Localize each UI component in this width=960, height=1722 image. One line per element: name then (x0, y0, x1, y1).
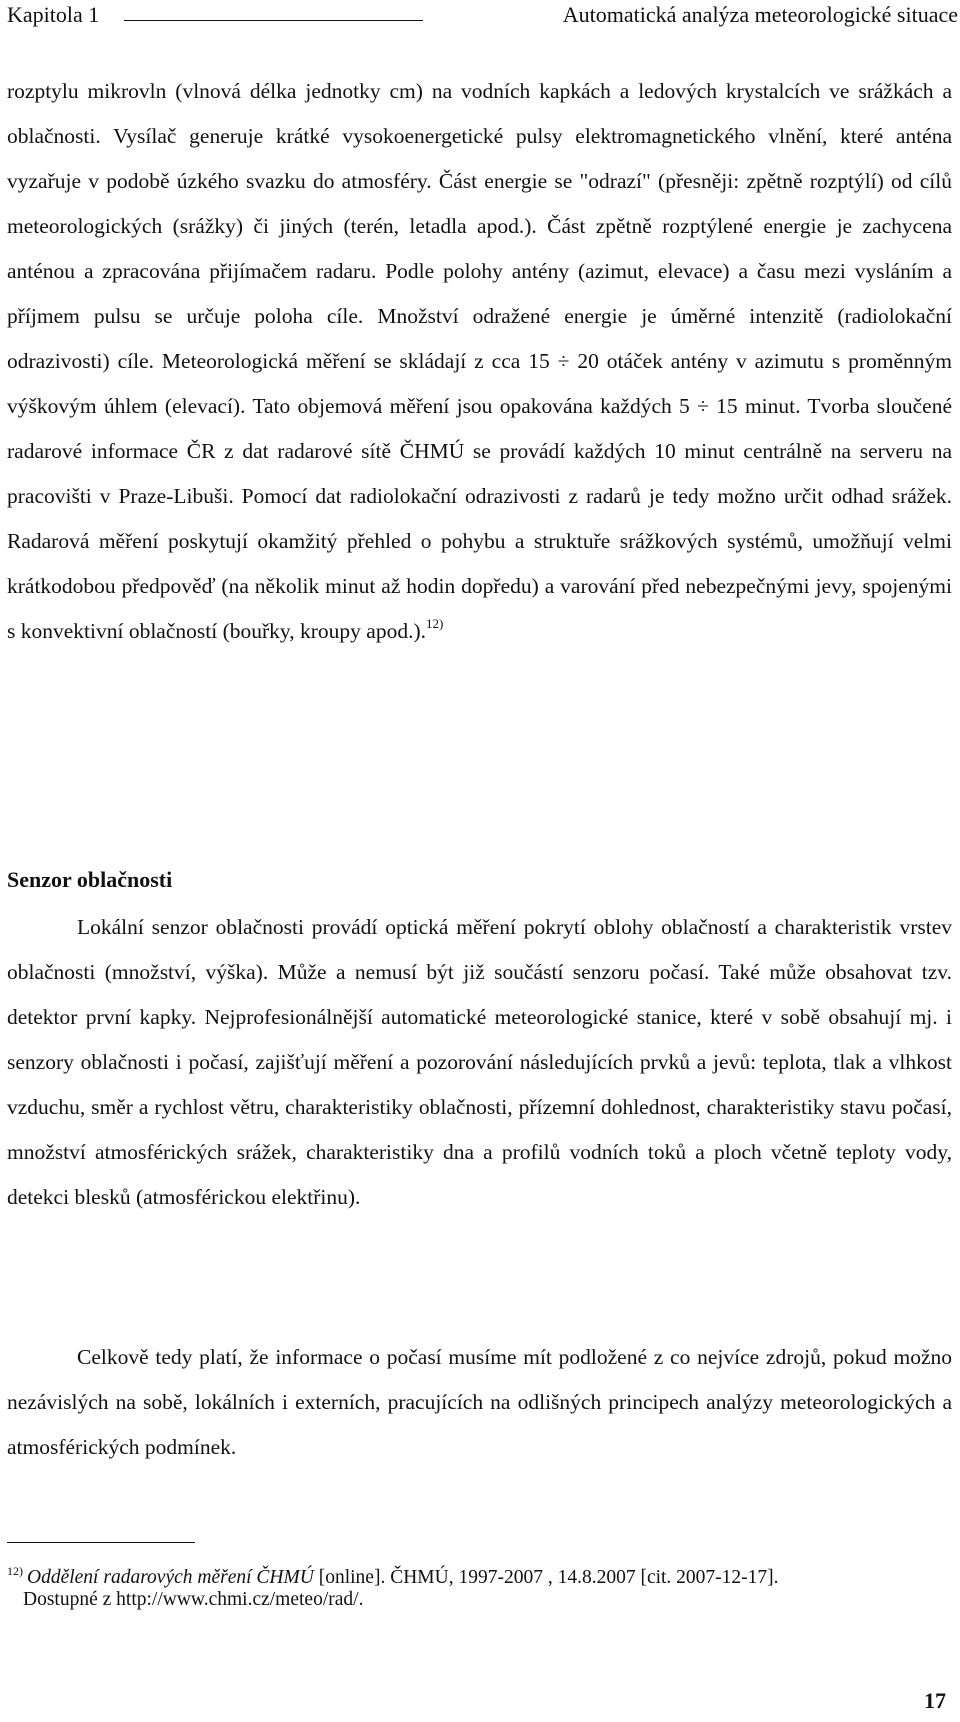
section-heading: Senzor oblačnosti (7, 867, 173, 892)
paragraph-cloud-sensor: Lokální senzor oblačnosti provádí optická měření pokrytí oblohy oblačností a charakteristik vrstev oblačnosti (množství, výška). Může a nemusí být již součástí senzoru počasí. Také může obsahovat tzv. detektor první kapky. Nejprofesionálnější automatické meteorologické stanice, které v sobě obsahují mj. i senzory oblačnosti i počasí, zajišťují měření a pozorování následujících prvků a jevů: teplota, tlak a vlhkost vzduchu, směr a rychlost větru, charakteristiky oblačnosti, přízemní dohlednost, charakteristiky stavu počasí, množství atmosférických srážek, charakteristiky dna a profilů vodních toků a ploch včetně teploty vody, detekci blesků (atmosférickou elektřinu). (7, 915, 952, 1209)
page-number: 17 (924, 1688, 946, 1713)
header-rule (124, 20, 423, 21)
page-header (7, 0, 958, 36)
section-title: Automatická analýza meteorologické situace (562, 2, 958, 27)
footnote-citation: [online]. ČHMÚ, 1997-2007 , 14.8.2007 [cit. 2007-12-17]. (313, 1567, 779, 1588)
footnote-line-1 (7, 1560, 952, 1589)
paragraph-radar (7, 69, 952, 654)
chapter-label: Kapitola 1 (7, 2, 100, 27)
footnote-number: 12) (7, 1564, 23, 1578)
paragraph-radar-text: rozptylu mikrovln (vlnová délka jednotky cm) na vodních kapkách a ledových krystalcích ve srážkách a oblačnosti. Vysílač generuje krátké vysokoenergetické pulsy elektromagnetického vlnění, které anténa vyzařuje v podobě úzkého svazku do atmosféry. Část energie se "odrazí" (přesněji: zpětně rozptýlí) od cílů meteorologických (srážky) či jiných (terén, letadla apod.). Část zpětně rozptýlené energie je zachycena anténou a zpracována přijímačem radaru. Podle polohy antény (azimut, elevace) a času mezi vysláním a příjmem pulsu se určuje poloha cíle. Množství odražené energie je úměrné intenzitě (radiolokační odrazivosti) cíle. Meteorologická měření se skládají z cca 15 ÷ 20 otáček antény v azimutu s proměnným výškovým úhlem (elevací). Tato objemová měření jsou opakována každých 5 ÷ 15 minut. Tvorba sloučené radarové informace ČR z dat radarové sítě ČHMÚ se provádí každých 10 minut centrálně na serveru na pracovišti v Praze-Libuši. Pomocí dat radiolokační odrazivosti z radarů je tedy možno určit odhad srážek. Radarová měření poskytují okamžitý přehled o pohybu a struktuře srážkových systémů, umožňují velmi krátkodobou předpověď (na několik minut až hodin dopředu) a varování před nebezpečnými jevy, spojenými s konvektivní oblačností (bouřky, kroupy apod.). (7, 79, 952, 643)
footnote (7, 1560, 952, 1611)
footnote-reference[interactable]: 12) (426, 616, 444, 631)
footnote-url-line[interactable]: Dostupné z http://www.chmi.cz/meteo/rad/. (23, 1589, 364, 1610)
footnote-separator (7, 1542, 195, 1543)
paragraph-summary: Celkově tedy platí, že informace o počasí musíme mít podložené z co nejvíce zdrojů, pokud možno nezávislých na sobě, lokálních i externích, pracujících na odlišných principech analýzy meteorologických a atmosférických podmínek. (7, 1345, 952, 1459)
footnote-source-title: Oddělení radarových měření ČHMÚ (27, 1567, 314, 1588)
